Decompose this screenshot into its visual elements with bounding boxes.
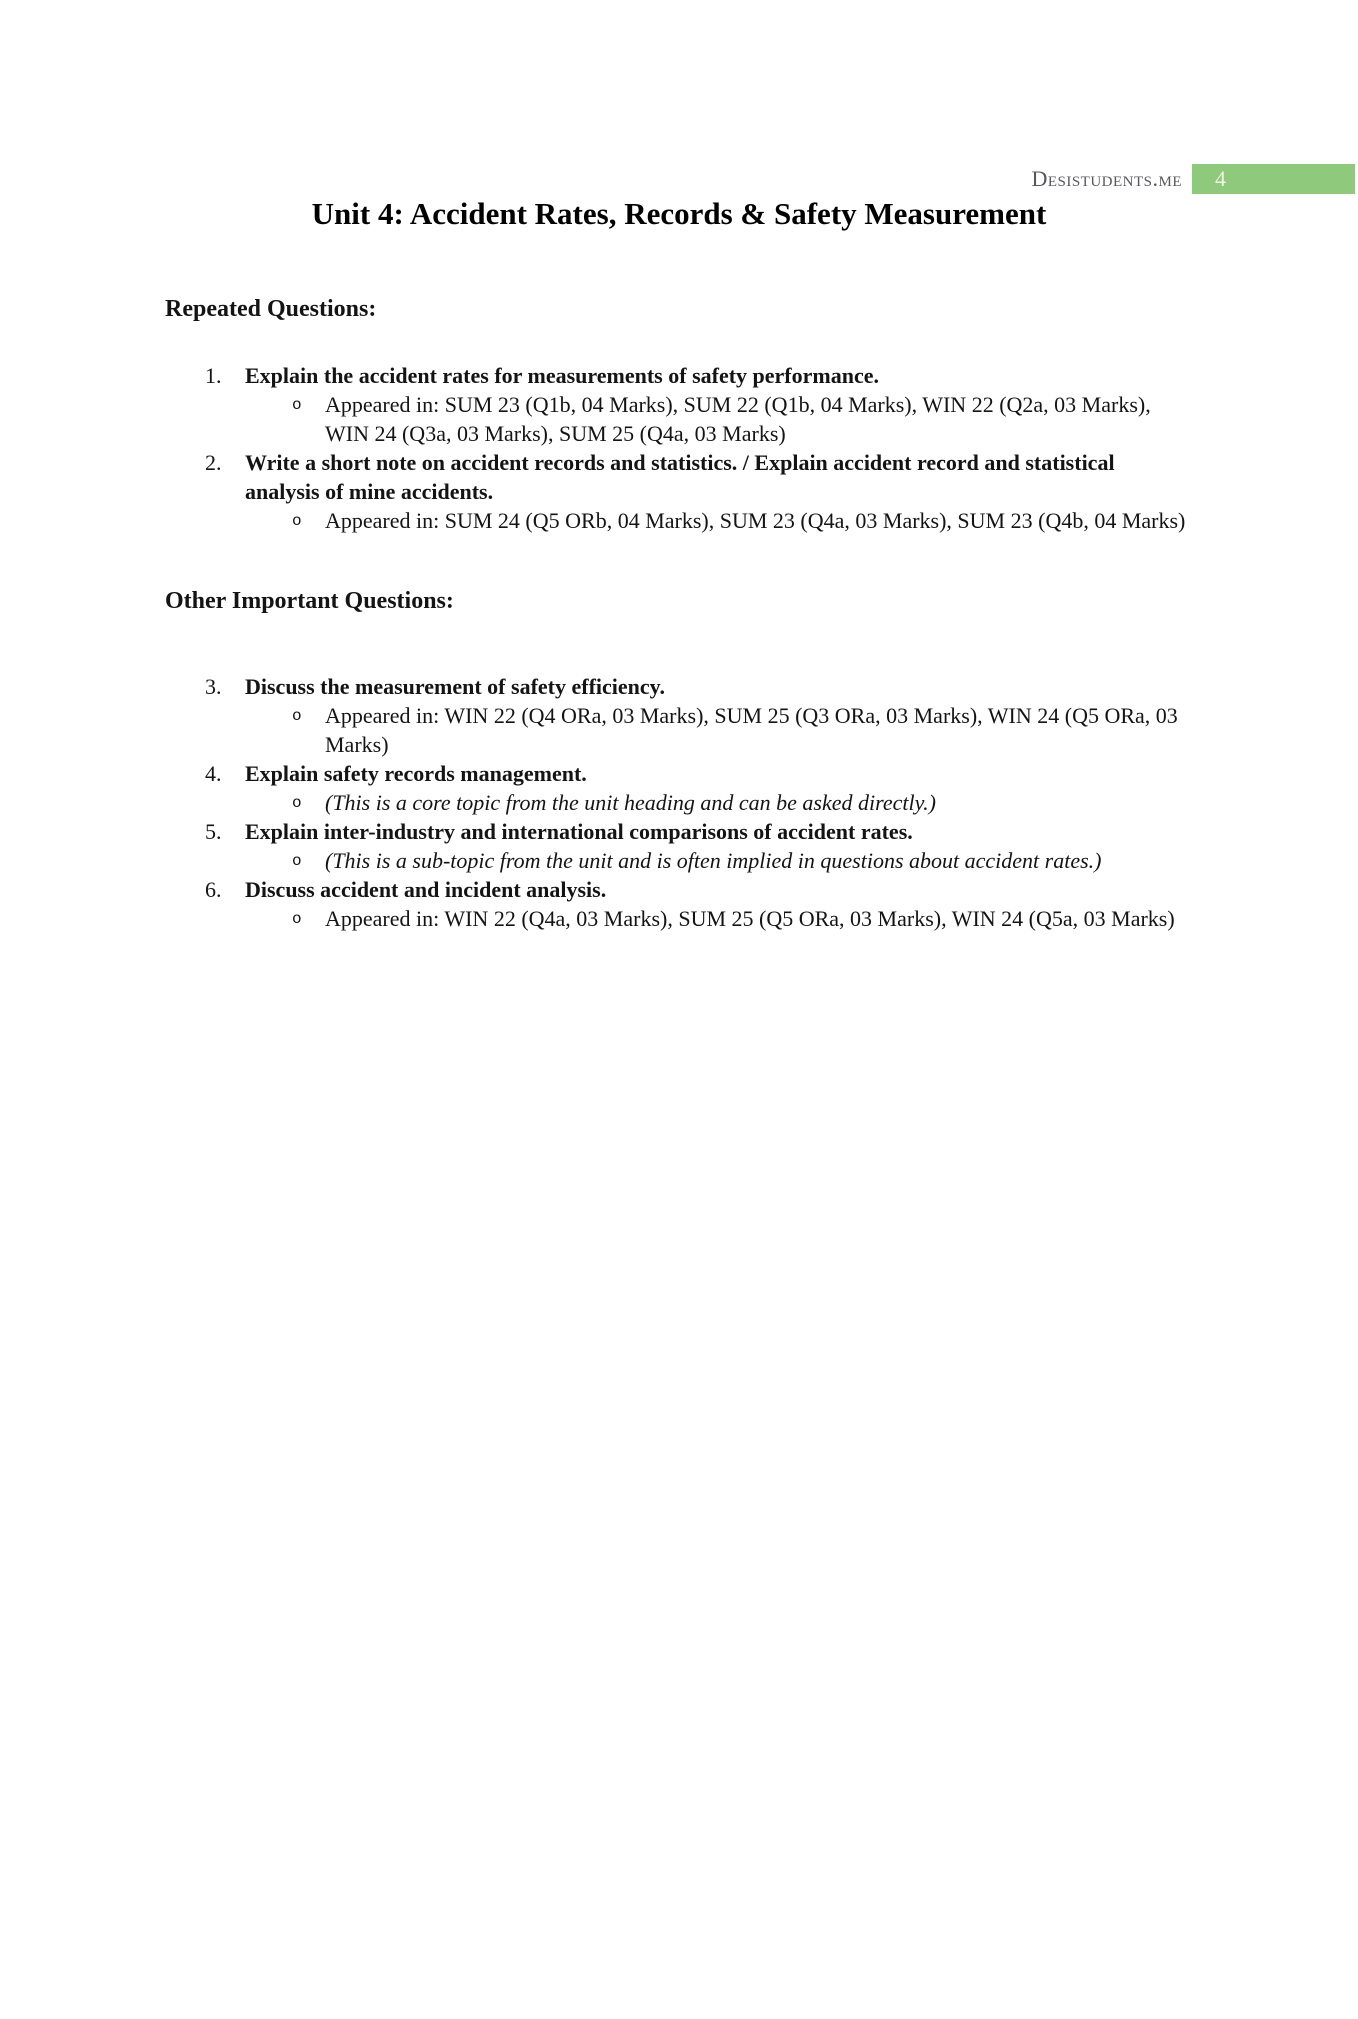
other-questions-list (165, 672, 1193, 933)
document-body (0, 294, 1358, 933)
question-item-3 (165, 672, 1193, 759)
question-number: 1. (205, 363, 222, 388)
question-text: Explain the accident rates for measurements of safety performance. (245, 363, 879, 388)
circle-bullet-icon: o (292, 512, 302, 530)
question-text: Write a short note on accident records and statistics. / Explain accident record and statistical analysis of mine accidents. (245, 450, 1115, 504)
question-item-6 (165, 875, 1193, 933)
question-detail (165, 390, 1193, 448)
question-detail (165, 506, 1193, 535)
question-text: Explain safety records management. (245, 761, 587, 786)
section-heading-repeated-questions: Repeated Questions: (165, 296, 377, 322)
circle-bullet-icon: o (292, 794, 302, 812)
question-number: 4. (205, 761, 222, 786)
question-detail-note: (This is a core topic from the unit heading and can be asked directly.) (325, 790, 937, 815)
question-detail (165, 701, 1193, 759)
question-item-2 (165, 448, 1193, 535)
circle-bullet-icon: o (292, 852, 302, 870)
question-text: Discuss accident and incident analysis. (245, 877, 607, 902)
question-number: 5. (205, 819, 222, 844)
section-heading-other-important-questions: Other Important Questions: (165, 588, 454, 614)
page-title: Unit 4: Accident Rates, Records & Safety Measurement (311, 196, 1047, 231)
question-text: Explain inter-industry and international comparisons of accident rates. (245, 819, 913, 844)
circle-bullet-icon: o (292, 707, 302, 725)
question-text: Discuss the measurement of safety efficiency. (245, 674, 665, 699)
question-detail-text: Appeared in: SUM 23 (Q1b, 04 Marks), SUM 22 (Q1b, 04 Marks), WIN 22 (Q2a, 03 Marks), WIN 24 (Q3a, 03 Marks), SUM 25 (Q4a, 03 Marks) (325, 392, 1151, 446)
question-detail (165, 788, 1193, 817)
page-header (1031, 164, 1355, 194)
question-item-1 (165, 361, 1193, 448)
circle-bullet-icon: o (292, 910, 302, 928)
repeated-questions-list (165, 361, 1193, 535)
circle-bullet-icon: o (292, 396, 302, 414)
question-detail-text: Appeared in: WIN 22 (Q4a, 03 Marks), SUM 25 (Q5 ORa, 03 Marks), WIN 24 (Q5a, 03 Marks) (325, 906, 1175, 931)
question-detail (165, 904, 1193, 933)
question-detail-note: (This is a sub-topic from the unit and is often implied in questions about accident rates.) (325, 848, 1102, 873)
question-item-5 (165, 817, 1193, 875)
question-detail-text: Appeared in: SUM 24 (Q5 ORb, 04 Marks), SUM 23 (Q4a, 03 Marks), SUM 23 (Q4b, 04 Marks) (325, 508, 1186, 533)
question-detail (165, 846, 1193, 875)
question-item-4 (165, 759, 1193, 817)
site-name: Desistudents.me (1031, 166, 1182, 191)
question-number: 6. (205, 877, 222, 902)
question-detail-text: Appeared in: WIN 22 (Q4 ORa, 03 Marks), SUM 25 (Q3 ORa, 03 Marks), WIN 24 (Q5 ORa, 03 Marks) (325, 703, 1178, 757)
question-number: 2. (205, 450, 222, 475)
page-number-badge: 4 (1192, 164, 1355, 194)
question-number: 3. (205, 674, 222, 699)
